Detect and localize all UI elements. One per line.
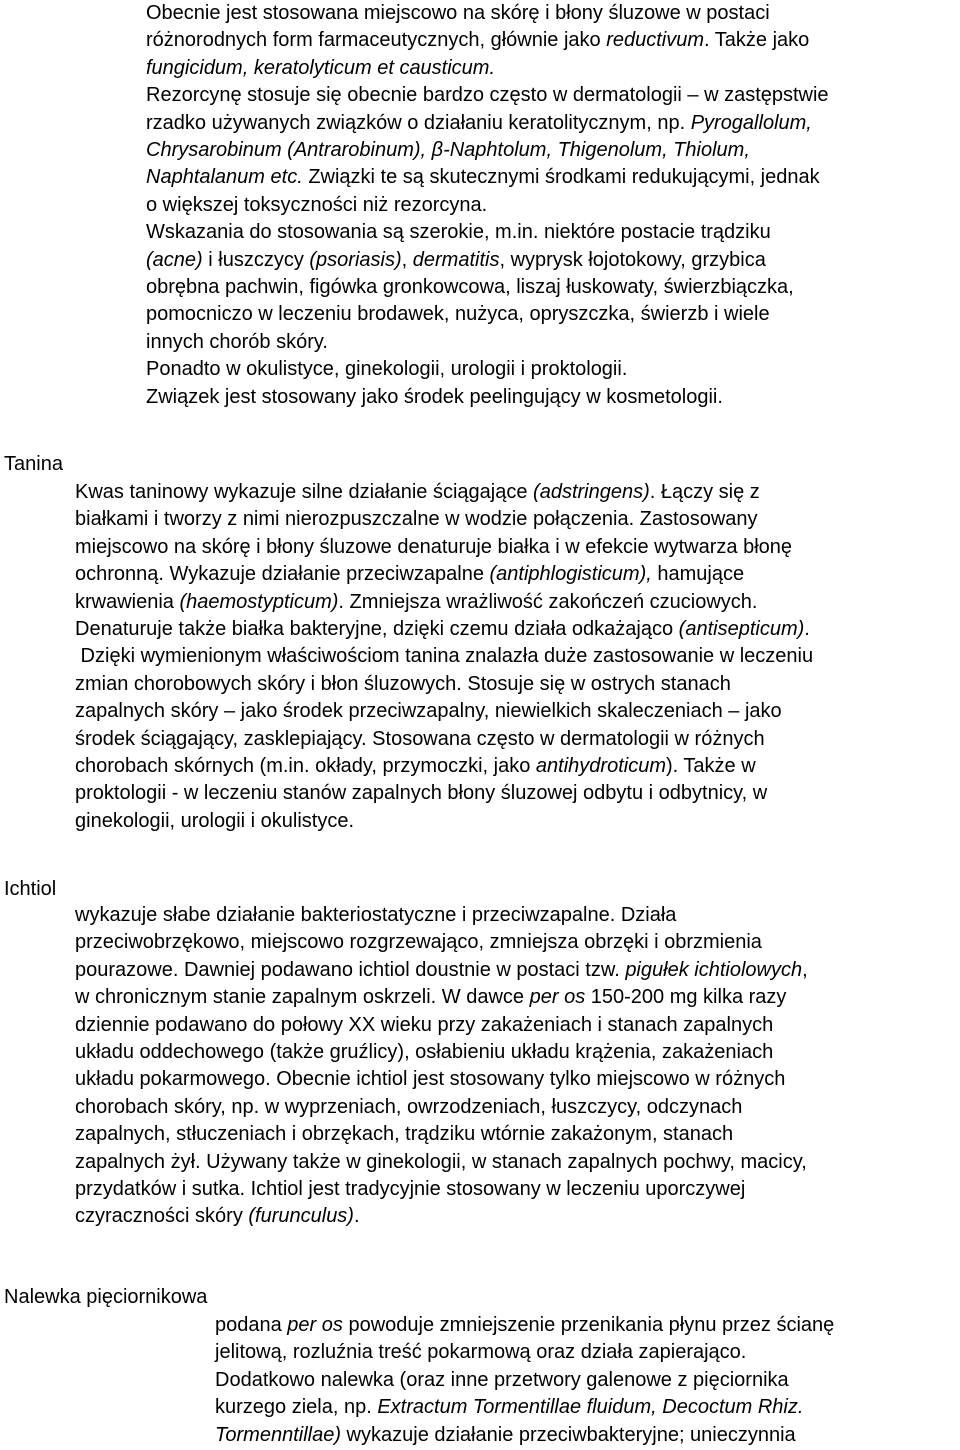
tanina-section: [75, 479, 813, 835]
text-line: [75, 1203, 808, 1230]
text-line: [75, 479, 813, 506]
text-line: [146, 247, 829, 274]
text-line: [75, 1176, 808, 1203]
text-run: w chronicznym stanie zapalnym oskrzeli. W dawce: [75, 986, 530, 1009]
text-line: [75, 726, 813, 753]
text-line: [75, 671, 813, 698]
text-line: [146, 329, 829, 356]
text-line: [75, 1012, 808, 1039]
text-run: obrębna pachwin, figówka gronkowcowa, liszaj łuskowaty, świerzbiączka,: [146, 276, 794, 299]
text-line: [146, 301, 829, 328]
text-run: , wyprysk łojotokowy, grzybica: [499, 248, 766, 271]
text-run: Związki te są skutecznymi środkami redukującymi, jednak: [302, 166, 820, 189]
nalewka-heading: Nalewka pięciornikowa: [4, 1286, 208, 1308]
italic-term: reductivum: [606, 29, 705, 52]
text-run: chorobach skórnych (m.in. okłady, przymoczki, jako: [75, 755, 536, 778]
text-line: [146, 110, 829, 137]
text-run: powoduje zmniejszenie przenikania płynu przez ścianę: [342, 1314, 835, 1336]
text-line: [146, 164, 829, 191]
text-run: przydatków i sutka. Ichtiol jest tradycyjnie stosowany w leczeniu uporczywej: [75, 1178, 746, 1201]
text-line: [215, 1367, 834, 1394]
italic-term: (antiphlogisticum),: [489, 563, 652, 586]
text-line: [146, 82, 829, 109]
text-run: Kwas taninowy wykazuje silne działanie ściągające: [75, 481, 534, 503]
italic-term: (antisepticum): [678, 618, 805, 641]
text-line: [75, 643, 813, 670]
italic-term: Naphtalanum etc.: [146, 166, 303, 189]
text-line: [75, 753, 813, 780]
rezorcyna-body: [146, 0, 829, 411]
text-run: podana: [215, 1314, 288, 1336]
italic-term: (adstringens): [533, 481, 650, 503]
text-run: krwawienia: [75, 590, 180, 613]
italic-term: Chrysarobinum (Antrarobinum), β-Naphtolum, Thigenolum, Thiolum,: [146, 139, 750, 162]
text-run: środek ściągający, zasklepiający. Stosowana często w dermatologii w różnych: [75, 727, 765, 750]
text-run: zmian chorobowych skóry i błon śluzowych. Stosuje się w ostrych stanach: [75, 672, 731, 695]
rezorcyna-section: [146, 0, 829, 411]
italic-term: per os: [287, 1314, 343, 1336]
text-line: [75, 1094, 808, 1121]
text-line: [75, 561, 813, 588]
text-run: zapalnych skóry – jako środek przeciwzapalny, niewielkich skaleczeniach – jako: [75, 700, 782, 723]
text-run: . Łączy się z: [649, 481, 760, 503]
italic-term: antihydroticum: [535, 755, 666, 778]
text-line: [215, 1394, 834, 1421]
text-run: Związek jest stosowany jako środek peelingujący w kosmetologii.: [146, 385, 723, 408]
text-run: dziennie podawano do połowy XX wieku przy zakażeniach i stanach zapalnych: [75, 1013, 774, 1036]
italic-term: per os: [529, 986, 586, 1009]
text-run: o większej toksyczności niż rezorcyna.: [146, 193, 488, 216]
text-run: rzadko używanych związków o działaniu keratolitycznym, np.: [146, 111, 691, 134]
text-run: białkami i tworzy z nimi nierozpuszczalne w wodzie połączenia. Zastosowany: [75, 508, 758, 531]
text-line: [75, 780, 813, 807]
text-run: hamujące: [651, 563, 745, 586]
text-run: .: [804, 618, 810, 641]
italic-term: (furunculus): [248, 1205, 354, 1228]
text-run: innych chorób skóry.: [146, 330, 328, 353]
text-line: [146, 384, 829, 411]
text-line: [215, 1339, 834, 1366]
text-run: Obecnie jest stosowana miejscowo na skórę i błony śluzowe w postaci: [146, 2, 770, 24]
text-run: . Zmniejsza wrażliwość zakończeń czuciowych.: [338, 590, 758, 613]
text-run: pomocniczo w leczeniu brodawek, nużyca, opryszczka, świerzb i wiele: [146, 303, 770, 326]
text-line: [75, 616, 813, 643]
text-run: proktologii - w leczeniu stanów zapalnych błony śluzowej odbytu i odbytnicy, w: [75, 782, 768, 805]
text-run: Dzięki wymienionym właściwościom tanina znalazła duże zastosowanie w leczeniu: [75, 645, 814, 668]
text-run: wykazuje działanie przeciwbakteryjne; unieczynnia: [341, 1423, 796, 1446]
text-run: jelitową, rozluźnia treść pokarmową oraz działa zapierająco.: [215, 1341, 747, 1364]
text-run: 150-200 mg kilka razy: [585, 986, 787, 1009]
text-line: [215, 1312, 834, 1339]
text-line: [75, 1149, 808, 1176]
text-run: Ponadto w okulistyce, ginekologii, urologii i proktologii.: [146, 358, 628, 381]
text-line: [75, 984, 808, 1011]
text-line: [75, 902, 808, 929]
text-line: [75, 1039, 808, 1066]
italic-term: Pyrogallolum,: [690, 111, 812, 134]
italic-term: (acne): [146, 248, 203, 271]
text-line: [146, 274, 829, 301]
text-run: ). Także w: [665, 755, 756, 778]
text-line: [75, 957, 808, 984]
text-line: [75, 1066, 808, 1093]
tanina-body: [75, 479, 813, 835]
text-run: ,: [401, 248, 413, 271]
text-run: chorobach skóry, np. w wyprzeniach, owrzodzeniach, łuszczycy, odczynach: [75, 1095, 743, 1118]
text-run: i łuszczycy: [202, 248, 310, 271]
nalewka-section: [215, 1312, 834, 1449]
italic-term: (psoriasis): [309, 248, 402, 271]
text-run: układu pokarmowego. Obecnie ichtiol jest stosowany tylko miejscowo w różnych: [75, 1068, 786, 1091]
italic-term: fungicidum, keratolyticum et causticum.: [146, 56, 496, 79]
text-line: [75, 589, 813, 616]
text-line: [146, 137, 829, 164]
text-run: przeciwobrzękowo, miejscowo rozgrzewająco, zmniejsza obrzęki i obrzmienia: [75, 931, 762, 954]
text-line: [75, 808, 813, 835]
text-run: Rezorcynę stosuje się obecnie bardzo często w dermatologii – w zastępstwie: [146, 84, 829, 107]
text-line: [146, 356, 829, 383]
text-run: wykazuje słabe działanie bakteriostatyczne i przeciwzapalne. Działa: [75, 904, 677, 926]
text-run: miejscowo na skórę i błony śluzowe denaturuje białka i w efekcie wytwarza błonę: [75, 535, 793, 558]
text-run: różnorodnych form farmaceutycznych, głównie jako: [146, 29, 607, 52]
text-line: [75, 534, 813, 561]
text-line: [75, 506, 813, 533]
text-line: [146, 219, 829, 246]
ichtiol-body: [75, 902, 808, 1231]
text-run: kurzego ziela, np.: [215, 1396, 378, 1419]
text-run: . Także jako: [704, 29, 810, 52]
text-line: [146, 192, 829, 219]
text-line: [215, 1422, 834, 1449]
italic-term: (haemostypticum): [179, 590, 339, 613]
text-run: Dodatkowo nalewka (oraz inne przetwory galenowe z pięciornika: [215, 1368, 789, 1391]
italic-term: dermatitis: [412, 248, 500, 271]
text-run: ,: [802, 958, 808, 981]
text-run: zapalnych, stłuczeniach i obrzękach, trądziku wtórnie zakażonym, stanach: [75, 1123, 734, 1146]
text-line: [146, 27, 829, 54]
text-line: [75, 698, 813, 725]
ichtiol-heading: Ichtiol: [4, 878, 57, 900]
italic-term: Extractum Tormentillae fluidum, Decoctum Rhiz.: [377, 1396, 804, 1419]
text-line: [146, 0, 829, 27]
ichtiol-section: [75, 902, 808, 1231]
text-line: [75, 929, 808, 956]
text-run: Wskazania do stosowania są szerokie, m.in. niektóre postacie trądziku: [146, 221, 771, 244]
text-run: ginekologii, urologii i okulistyce.: [75, 809, 355, 832]
text-line: [75, 1121, 808, 1148]
text-run: zapalnych żył. Używany także w ginekologii, w stanach zapalnych pochwy, macicy,: [75, 1150, 807, 1173]
text-run: Denaturuje także białka bakteryjne, dzięki czemu działa odkażająco: [75, 618, 679, 641]
text-run: pourazowe. Dawniej podawano ichtiol doustnie w postaci tzw.: [75, 958, 626, 981]
italic-term: Tormenntillae): [215, 1423, 341, 1446]
nalewka-body: [215, 1312, 834, 1449]
italic-term: pigułek ichtiolowych: [625, 958, 803, 981]
text-run: ochronną. Wykazuje działanie przeciwzapalne: [75, 563, 490, 586]
tanina-heading: Tanina: [4, 453, 63, 475]
text-line: [146, 55, 829, 82]
text-run: układu oddechowego (także gruźlicy), osłabieniu układu krążenia, zakażeniach: [75, 1041, 774, 1064]
text-run: .: [353, 1205, 360, 1228]
text-run: czyraczności skóry: [75, 1205, 249, 1228]
